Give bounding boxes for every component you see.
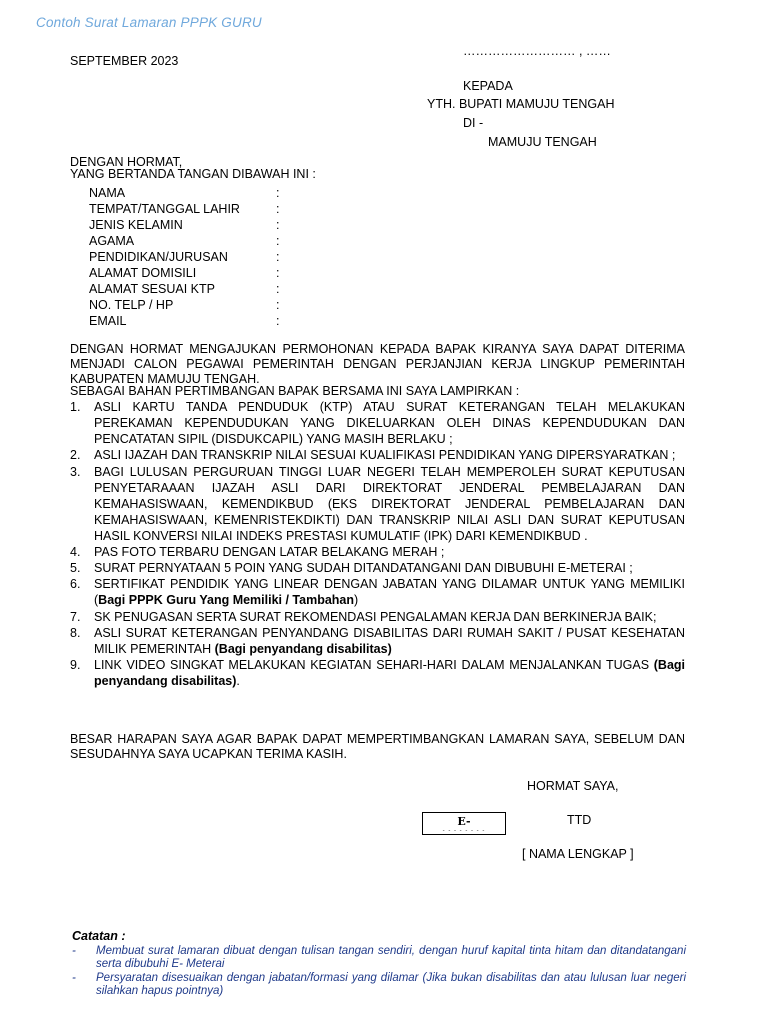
notes-title: Catatan : [72, 929, 126, 943]
item-number: 2. [70, 448, 81, 463]
item-number: 3. [70, 464, 81, 479]
field-colon: : [276, 186, 280, 200]
item-number: 4. [70, 544, 81, 559]
field-label: JENIS KELAMIN [89, 218, 183, 232]
list-item [70, 576, 685, 608]
watermark-title: Contoh Surat Lamaran PPPK GURU [36, 15, 262, 30]
list-item [70, 657, 685, 689]
item-text: SK PENUGASAN SERTA SURAT REKOMENDASI PENGALAMAN KERJA DAN BERKINERJA BAIK; [94, 609, 657, 624]
item-text: LINK VIDEO SINGKAT MELAKUKAN KEGIATAN SEHARI-HARI DALAM MENJALANKAN TUGAS [94, 658, 654, 673]
list-item [70, 544, 685, 560]
request-paragraph: DENGAN HORMAT MENGAJUKAN PERMOHONAN KEPADA BAPAK KIRANYA SAYA DAPAT DITERIMA MENJADI CALON PEGAWAI PEMERINTAH DENGAN PERJANJIAN KERJA LINGKUP PEMERINTAH KABUPATEN MAMUJU TENGAH. [70, 342, 685, 386]
field-label: ALAMAT SESUAI KTP [89, 282, 215, 296]
item-text: ASLI IJAZAH DAN TRANSKRIP NILAI SESUAI KUALIFIKASI PENDIDIKAN YANG DIPERSYARATKAN ; [94, 448, 676, 463]
item-number: 8. [70, 626, 81, 641]
field-label: NO. TELP / HP [89, 298, 174, 312]
recipient-kepada: KEPADA [463, 79, 513, 93]
item-bold-text: (Bagi penyandang disabilitas) [214, 642, 392, 657]
list-item [70, 625, 685, 657]
greeting-line: DENGAN HORMAT, [70, 155, 183, 169]
note-item [72, 972, 686, 998]
signer-name: [ NAMA LENGKAP ] [522, 847, 634, 861]
notes-section [72, 928, 686, 998]
item-text: PAS FOTO TERBARU DENGAN LATAR BELAKANG MERAH ; [94, 544, 445, 559]
field-colon: : [276, 218, 280, 232]
field-colon: : [276, 282, 280, 296]
note-text: Persyaratan disesuaikan dengan jabatan/formasi yang dilamar (Jika bukan disabilitas dan atau lulusan luar negeri silahkan hapus pointnya) [96, 972, 686, 997]
note-item [72, 945, 686, 971]
list-item [70, 399, 685, 447]
attachments-intro: SEBAGAI BAHAN PERTIMBANGAN BAPAK BERSAMA INI SAYA LAMPIRKAN : [70, 384, 520, 398]
item-bold-text: (Bagi penyandang disabilitas) [94, 658, 685, 689]
item-text: SURAT PERNYATAAN 5 POIN YANG SUDAH DITANDATANGANI DAN DIBUBUHI E-METERAI ; [94, 561, 633, 576]
field-colon: : [276, 298, 280, 312]
field-colon: : [276, 250, 280, 264]
item-number: 5. [70, 561, 81, 576]
item-number: 9. [70, 658, 81, 673]
closing-paragraph: BESAR HARAPAN SAYA AGAR BAPAK DAPAT MEMPERTIMBANGKAN LAMARAN SAYA, SEBELUM DAN SESUDAHNYA SAYA UCAPKAN TERIMA KASIH. [70, 732, 685, 761]
e-meterai-dots: - - - - - - - - [442, 828, 486, 834]
field-label: NAMA [89, 186, 126, 200]
field-colon: : [276, 314, 280, 328]
letter-date: SEPTEMBER 2023 [70, 54, 179, 68]
item-text: BAGI LULUSAN PERGURUAN TINGGI LUAR NEGERI TELAH MEMPEROLEH SURAT KEPUTUSAN PENYETARAAAN IJAZAH ASLI DARI DIREKTORAT JENDERAL PEMBELAJARAN DAN KEMAHASISWAAN, KEMENDIKBUD (EKS DIREKTORAT JENDERAL PEMBELAJARAN DAN KEMAHASISWAAN, KEMENRISTEKDIKTI) DAN TRANSKRIP NILAI ASLI DAN SURAT KEPUTUSAN HASIL KONVERSI NILAI INDEKS PRESTASI KUMULATIF (IPK) DARI KEMENDIKBUD . [94, 464, 685, 543]
list-item [70, 609, 685, 625]
e-meterai-label: E- [457, 815, 471, 828]
signature-ttd: TTD [567, 813, 592, 827]
field-label: TEMPAT/TANGGAL LAHIR [89, 202, 240, 216]
recipient-yth: YTH. BUPATI MAMUJU TENGAH [427, 97, 615, 111]
field-colon: : [276, 266, 280, 280]
item-text: ASLI SURAT KETERANGAN PENYANDANG DISABILITAS DARI RUMAH SAKIT / PUSAT KESEHATAN MILIK PEMERINTAH [94, 626, 685, 657]
item-tail: . [236, 674, 240, 689]
note-dash: - [72, 972, 76, 984]
field-colon: : [276, 202, 280, 216]
item-tail: ) [354, 593, 359, 608]
field-label: EMAIL [89, 314, 127, 328]
field-colon: : [276, 234, 280, 248]
e-meterai-stamp [422, 812, 506, 835]
item-bold-text: Bagi PPPK Guru Yang Memiliki / Tambahan [98, 593, 355, 608]
note-dash: - [72, 945, 76, 957]
signer-intro: YANG BERTANDA TANGAN DIBAWAH INI : [70, 167, 316, 181]
signature-closing: HORMAT SAYA, [527, 779, 619, 793]
list-item [70, 464, 685, 544]
item-number: 7. [70, 609, 81, 624]
field-label: PENDIDIKAN/JURUSAN [89, 250, 228, 264]
item-number: 1. [70, 400, 81, 414]
recipient-city: MAMUJU TENGAH [488, 135, 597, 149]
place-date: ……………………… , …… [463, 44, 611, 58]
attachment-list [70, 399, 685, 690]
note-text: Membuat surat lamaran dibuat dengan tulisan tangan sendiri, dengan huruf kapital tinta hitam dan ditandatangani serta dibubuhi E- Meterai [96, 945, 686, 970]
list-item [70, 447, 685, 463]
field-label: AGAMA [89, 234, 135, 248]
list-item [70, 560, 685, 576]
item-text: ASLI KARTU TANDA PENDUDUK (KTP) ATAU SURAT KETERANGAN TELAH MELAKUKAN PEREKAMAN KEPENDUDUKAN YANG DIKELUARKAN OLEH DINAS KEPENDUDUKAN DAN PENCATATAN SIPIL (DISDUKCAPIL) YANG MASIH BERLAKU ; [94, 400, 685, 446]
recipient-di: DI - [463, 116, 484, 130]
item-text: SERTIFIKAT PENDIDIK YANG LINEAR DENGAN JABATAN YANG DILAMAR UNTUK YANG MEMILIKI ( [94, 577, 685, 608]
item-number: 6. [70, 577, 81, 592]
field-label: ALAMAT DOMISILI [89, 266, 197, 280]
